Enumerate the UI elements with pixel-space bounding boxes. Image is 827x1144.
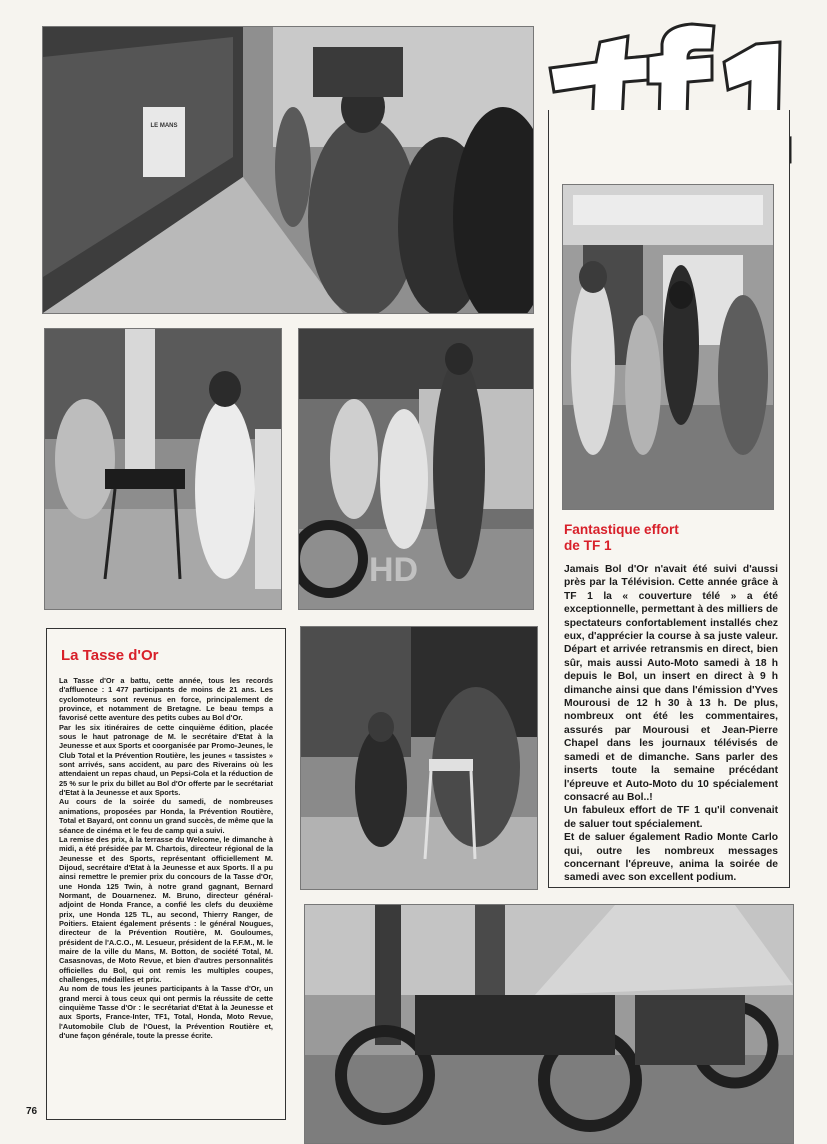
tf1-heading-line2: de TF 1	[564, 538, 612, 553]
tf1-article	[564, 522, 778, 885]
tasse-paragraph: La Tasse d'Or a battu, cette année, tous les records d'affluence : 1 477 participants de moins de 21 ans. Les cyclomoteurs sont revenus en force, principalement de province, et notamment de Bretagne. Le beau temps a favorisé cette aventure des petits cubes au Bol d'Or.	[59, 676, 273, 723]
tasse-article-body	[59, 676, 273, 1040]
tasse-article-heading: La Tasse d'Or	[61, 647, 159, 664]
photo-crowd-building	[562, 184, 774, 510]
station-sign: LE MANS	[150, 123, 178, 129]
photo-train-platform	[42, 26, 534, 314]
photo-seated-men	[300, 626, 538, 890]
photo-barbecue	[44, 328, 282, 610]
watermark: HD	[369, 551, 419, 589]
tasse-paragraph: Au nom de tous les jeunes participants à la Tasse d'Or, un grand merci à tous ceux qui ont permis la réussite de cette cinquième Tasse d'Or : le secrétariat d'Etat à la Jeunesse et aux Sports, France-Inter, TF1, Total, Honda, Moto Revue, l'Automobile Club de l'Ouest, la Prévention Routière et, d'une façon générale, toute la presse écrite.	[59, 984, 273, 1041]
tasse-paragraph: Au cours de la soirée du samedi, de nombreuses animations, proposées par Honda, la Prévention Routière, Total et Bayard, ont connu un grand succès, de même que la séance de cinéma et le feu de camp qui a suivi.	[59, 797, 273, 835]
tasse-article-box	[46, 628, 286, 1120]
tf1-article-heading	[564, 522, 778, 554]
page-number: 76	[26, 1106, 38, 1117]
tf1-paragraph: Jamais Bol d'Or n'avait été suivi d'aussi près par la Télévision. Cette année grâce à TF 1 la « couverture télé » a été exceptionnelle, permettant à des milliers de spectateurs confortablement installés chez eux, d'apprécier la course à sa juste valeur. Départ et arrivée retransmis en direct, bien sûr, mais aussi Auto-Moto samedi à 18 h depuis le Bol, un insert en direct à 9 h dimanche ainsi que dans l'émission d'Yves Mourousi de 12 h 30 à 13 h. De plus, nombreux ont été les commentaires, assurés par Mourousi et Jean-Pierre Chapel dans les journaux télévisés de samedi et de dimanche. Sans parler des inserts toute la semaine précédant l'épreuve et Auto-Moto du 10 spécialement consacré au Bol..!	[564, 564, 778, 803]
photo-sidecar-motorcycle	[304, 904, 794, 1144]
tf1-paragraph: Un fabuleux effort de TF 1 qu'il convenait de saluer tout spécialement.	[564, 805, 778, 830]
tf1-article-body	[564, 563, 778, 885]
tf1-heading-line1: Fantastique effort	[564, 522, 679, 537]
tasse-paragraph: La remise des prix, à la terrasse du Welcome, le dimanche à midi, a été présidée par M. Chartois, directeur régional de la Jeunesse et des Sports, représentant officiellement M. Dijoud, secrétaire d'Etat à la Jeunesse et aux Sports. Il a pu ainsi remettre le premier prix du concours de la Tasse d'Or, une Honda 125 Twin, à notre grand gagnant, Bernard Normant, de Douarnenez. M. Bruno, directeur général-adjoint de Honda France, a confié les clefs du deuxième prix, une Honda 125 TL, au second, Thierry Ranger, de Poitiers. Etaient également présents : le général Nougues, directeur de la Prévention Routière, M. Gouloumes, président de l'A.C.O., M. Lesueur, président de la F.F.M., M. le maire de la ville du Mans, M. Botton, de société Total, M. Casasnovas, de Moto Revue, et bien d'autres personnalités officielles du Bol, qui ont remis les multiples coupes, challenges, médailles et prix.	[59, 834, 273, 984]
tasse-paragraph: Par les six itinéraires de cette cinquième édition, placée sous le haut patronage de M. le secrétaire d'Etat à la Jeunesse et aux Sports et coorganisée par Promo-Jeunes, le Club Total et la Prévention Routière, les jeunes « tassistes » sont arrivés, sans accident, au parc des Riverains où les attendaient un repas chaud, un Pepsi-Cola et la réduction de 25 % sur le prix du billet au Bol d'Or offerte par le secrétariat d'Etat à la Jeunesse et aux Sports.	[59, 722, 273, 798]
tf1-paragraph: Et de saluer également Radio Monte Carlo qui, outre les nombreux messages concernant l'épreuve, anima la soirée de samedi avec son excellent podium.	[564, 832, 778, 884]
photo-young-men	[298, 328, 534, 610]
